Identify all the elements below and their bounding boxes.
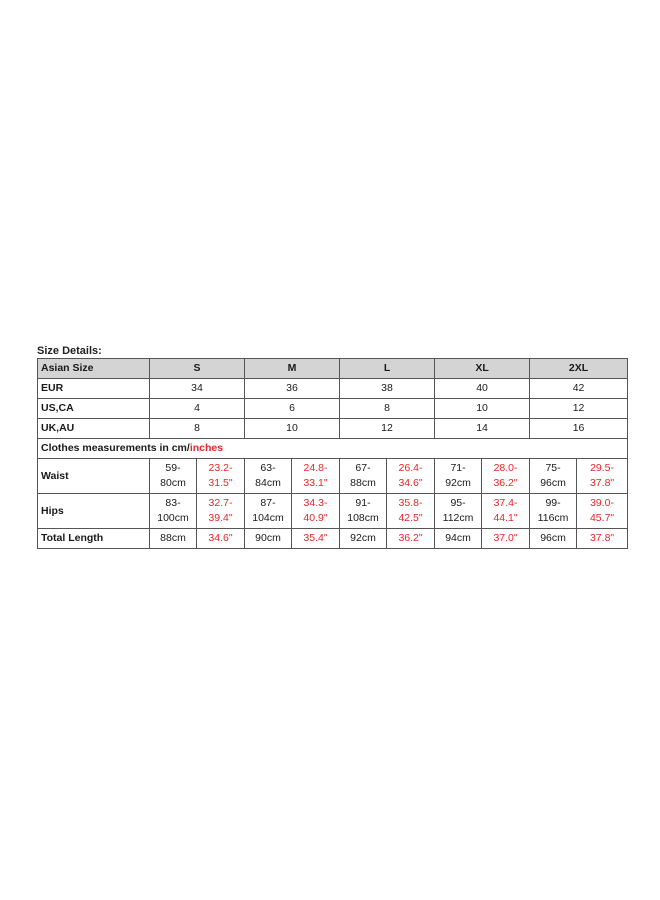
- conversion-cell: 10: [245, 419, 340, 439]
- size-table: [37, 358, 628, 549]
- inch-cell: 37.8": [577, 529, 628, 549]
- cm-cell: 63- 84cm: [245, 459, 292, 494]
- conversion-cell: 42: [530, 379, 628, 399]
- measurement-row-total-length: [38, 529, 628, 549]
- conversion-row-eur: [38, 379, 628, 399]
- measurement-row-waist: [38, 459, 628, 494]
- inch-cell: 34.3- 40.9": [292, 494, 340, 529]
- measurements-title-suffix: inches: [189, 442, 224, 454]
- conversion-cell: 10: [435, 399, 530, 419]
- measurements-title-row: [38, 439, 628, 459]
- size-header: 2XL: [530, 359, 628, 379]
- cm-cell: 96cm: [530, 529, 577, 549]
- inch-cell: 29.5- 37.8": [577, 459, 628, 494]
- conversion-cell: 4: [150, 399, 245, 419]
- header-label: Asian Size: [38, 359, 150, 379]
- cm-cell: 87- 104cm: [245, 494, 292, 529]
- inch-cell: 39.0- 45.7": [577, 494, 628, 529]
- inch-cell: 35.8- 42.5": [387, 494, 435, 529]
- measurements-title: [38, 439, 628, 459]
- row-label: Waist: [38, 459, 150, 494]
- conversion-cell: 40: [435, 379, 530, 399]
- cm-cell: 91- 108cm: [340, 494, 387, 529]
- cm-cell: 99- 116cm: [530, 494, 577, 529]
- inch-cell: 34.6": [197, 529, 245, 549]
- size-chart: [37, 344, 627, 549]
- conversion-cell: 36: [245, 379, 340, 399]
- conversion-cell: 34: [150, 379, 245, 399]
- cm-cell: 71- 92cm: [435, 459, 482, 494]
- measurements-title-prefix: Clothes measurements in cm/: [41, 442, 190, 454]
- row-label: EUR: [38, 379, 150, 399]
- conversion-cell: 8: [150, 419, 245, 439]
- conversion-cell: 38: [340, 379, 435, 399]
- cm-cell: 59- 80cm: [150, 459, 197, 494]
- size-header: S: [150, 359, 245, 379]
- size-details-caption: Size Details:: [37, 345, 102, 357]
- inch-cell: 35.4": [292, 529, 340, 549]
- size-header: L: [340, 359, 435, 379]
- inch-cell: 24.8- 33.1": [292, 459, 340, 494]
- inch-cell: 32.7- 39.4": [197, 494, 245, 529]
- conversion-row-us: [38, 399, 628, 419]
- cm-cell: 94cm: [435, 529, 482, 549]
- cm-cell: 67- 88cm: [340, 459, 387, 494]
- size-header: M: [245, 359, 340, 379]
- conversion-cell: 6: [245, 399, 340, 419]
- cm-cell: 75- 96cm: [530, 459, 577, 494]
- inch-cell: 26.4- 34.6": [387, 459, 435, 494]
- measurement-row-hips: [38, 494, 628, 529]
- conversion-cell: 16: [530, 419, 628, 439]
- cm-cell: 83- 100cm: [150, 494, 197, 529]
- header-row: [38, 359, 628, 379]
- cm-cell: 95- 112cm: [435, 494, 482, 529]
- cm-cell: 88cm: [150, 529, 197, 549]
- conversion-cell: 12: [340, 419, 435, 439]
- inch-cell: 37.4- 44.1": [482, 494, 530, 529]
- conversion-cell: 14: [435, 419, 530, 439]
- inch-cell: 37.0": [482, 529, 530, 549]
- conversion-cell: 8: [340, 399, 435, 419]
- conversion-row-uk: [38, 419, 628, 439]
- conversion-cell: 12: [530, 399, 628, 419]
- cm-cell: 92cm: [340, 529, 387, 549]
- cm-cell: 90cm: [245, 529, 292, 549]
- row-label: US,CA: [38, 399, 150, 419]
- size-header: XL: [435, 359, 530, 379]
- inch-cell: 23.2- 31.5": [197, 459, 245, 494]
- row-label: Hips: [38, 494, 150, 529]
- inch-cell: 36.2": [387, 529, 435, 549]
- row-label: Total Length: [38, 529, 150, 549]
- inch-cell: 28.0- 36.2": [482, 459, 530, 494]
- row-label: UK,AU: [38, 419, 150, 439]
